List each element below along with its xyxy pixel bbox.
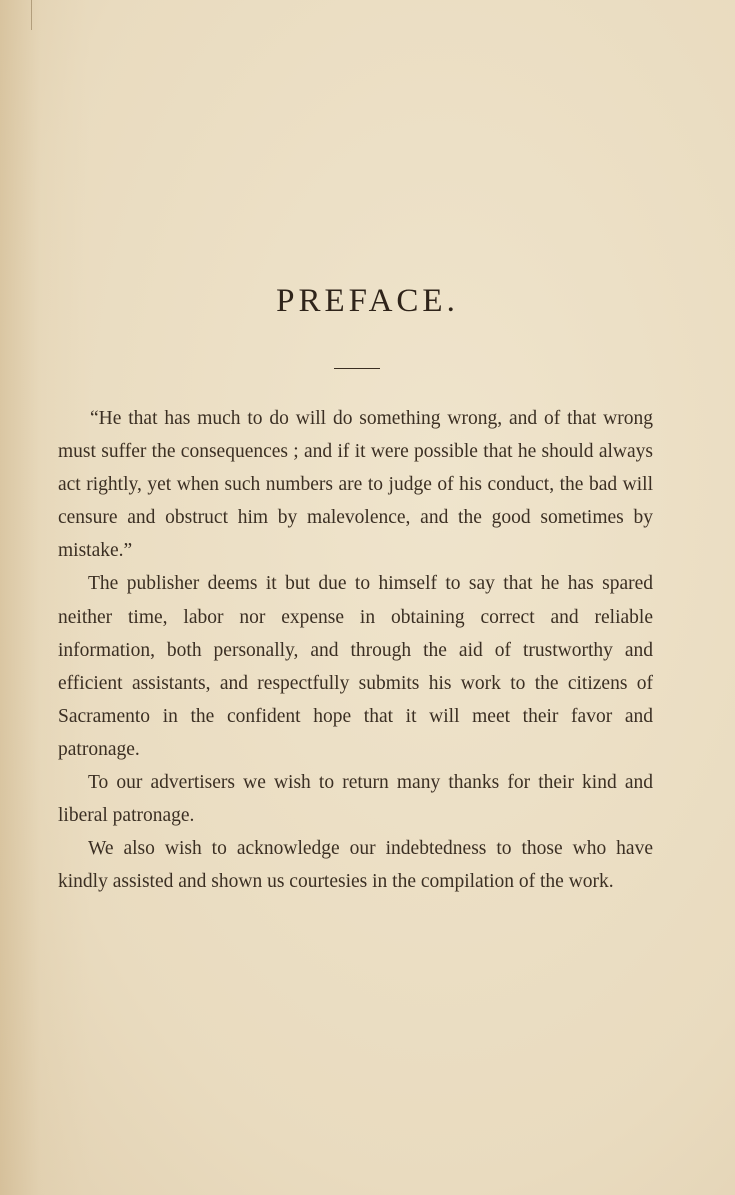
- title-divider: [334, 368, 380, 369]
- publisher-paragraph: The publisher deems it but due to himself to say that he has spared neither time, labor nor expense in obtaining correct and reliable information, both personally, and through the aid of trustworthy and efficient assistants, and respectfully submits his work to the citizens of Sacramento in the confident hope that it will meet their favor and patronage.: [58, 573, 653, 760]
- preface-body: [58, 402, 653, 898]
- advertisers-paragraph: To our advertisers we wish to return many thanks for their kind and liberal patronage.: [58, 772, 653, 827]
- quote-paragraph: “He that has much to do will do something wrong, and of that wrong must suffer the consequences ; and if it were possible that he should always act rightly, yet when such numbers are to judge of his conduct, the bad will censure and obstruct him by malevolence, and the good sometimes by mistake.”: [58, 408, 653, 562]
- page-edge-mark: [31, 0, 32, 30]
- page-title: PREFACE.: [276, 283, 459, 319]
- acknowledgement-paragraph: We also wish to acknowledge our indebtedness to those who have kindly assisted and shown us courtesies in the compilation of the work.: [58, 838, 653, 893]
